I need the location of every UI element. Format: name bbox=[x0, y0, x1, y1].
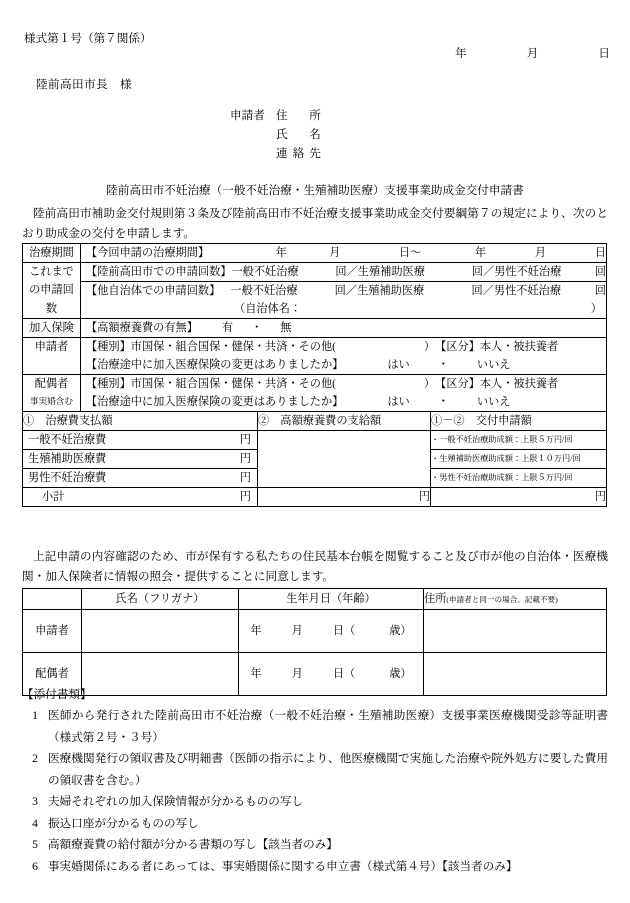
city-count-male: 男性不妊治療 bbox=[494, 265, 562, 278]
treatment-period-bracket: 【今回申請の治療期間】 bbox=[86, 246, 210, 259]
fee-general-cell[interactable] bbox=[23, 431, 258, 450]
applicant-info-block bbox=[230, 106, 326, 163]
table-row-city-count bbox=[23, 263, 607, 282]
table-row-municipality-name bbox=[23, 300, 607, 319]
fee-male-name: 男性不妊治療費 bbox=[28, 471, 107, 484]
applicant-change-sep: ・ bbox=[437, 358, 449, 371]
person-header-dob: 生年月日（年齢） bbox=[239, 589, 424, 610]
person-row-label-spouse: 配偶者 bbox=[23, 653, 82, 696]
consent-paragraph: 上記申請の内容確認のため、市が保有する私たちの住民基本台帳を閲覧すること及び市が他の自治体・医療機関・加入保険者に情報の照会・提供することに同意します。 bbox=[22, 550, 608, 583]
application-details-table bbox=[22, 243, 607, 507]
fee-col1-header: ① 治療費支払額 bbox=[23, 412, 258, 431]
other-count-bracket: 【他自治体での申請回数】 bbox=[86, 284, 221, 297]
subtotal-col1-cell[interactable] bbox=[23, 488, 258, 507]
applicant-label-spacer bbox=[230, 125, 276, 144]
table-row-fee-header bbox=[23, 412, 607, 431]
period-day-1: 日～ bbox=[398, 246, 422, 259]
past-counts-label-line3: 数 bbox=[23, 300, 81, 319]
dob-age-applicant: 歳） bbox=[389, 624, 412, 637]
date-year-label: 年 bbox=[455, 47, 467, 60]
period-month-2: 月 bbox=[534, 246, 547, 259]
applicant-div-options[interactable]: 本人・被扶養者 bbox=[479, 340, 559, 353]
applicant-contact-row bbox=[230, 144, 326, 163]
applicant-name-row bbox=[230, 125, 326, 144]
spouse-ins-label-sub: 事実婚含む bbox=[23, 393, 81, 412]
subtotal-label: 小計 bbox=[42, 490, 65, 503]
table-row-other-count bbox=[23, 282, 607, 301]
list-item bbox=[22, 813, 608, 835]
city-count-fields bbox=[81, 266, 606, 279]
fee-male-unit: 円 bbox=[239, 471, 251, 484]
attachments-list bbox=[22, 705, 608, 877]
fee-male-line bbox=[23, 472, 257, 485]
person-name-spouse[interactable] bbox=[82, 653, 239, 696]
applicant-change-no[interactable]: いいえ bbox=[476, 358, 511, 371]
attachment-number: 2 bbox=[32, 752, 38, 765]
spouse-change-bracket: 【治療途中に加入医療保険の変更はありましたか】 bbox=[86, 395, 344, 408]
applicant-kind-cell[interactable] bbox=[81, 338, 607, 357]
person-row-label-applicant: 申請者 bbox=[23, 610, 82, 653]
other-count-fields bbox=[81, 285, 606, 298]
dob-day-spouse: 日（ bbox=[332, 667, 356, 680]
other-count-general: 一般不妊治療 bbox=[230, 284, 298, 297]
spouse-change-yes[interactable]: はい bbox=[387, 395, 410, 408]
list-item bbox=[22, 705, 608, 748]
insurance-fields bbox=[81, 322, 606, 335]
person-table-row-spouse bbox=[23, 653, 607, 696]
person-header-address-note: (申請者と同一の場合、記載不要) bbox=[446, 594, 558, 604]
table-row-spouse-kind bbox=[23, 375, 607, 394]
applicant-label-spacer-2 bbox=[230, 144, 276, 163]
applicant-address-row bbox=[230, 106, 326, 125]
table-row-spouse-change bbox=[23, 393, 607, 412]
attachment-number: 6 bbox=[32, 859, 38, 873]
person-header-blank bbox=[23, 589, 82, 610]
applicant-kind-fields bbox=[81, 341, 606, 354]
intro-paragraph: 陸前高田市補助金交付規則第３条及び陸前高田市不妊治療支援事業助成金交付要綱第７の規定により、次のとおり助成金の交付を申請します。 bbox=[22, 207, 608, 240]
attachment-number: 3 bbox=[32, 795, 38, 808]
period-year-2: 年 bbox=[474, 246, 487, 259]
list-item bbox=[22, 748, 608, 791]
spouse-div-bracket: 【区分】 bbox=[435, 377, 480, 390]
spouse-kind-options[interactable]: 市国保・組合国保・健保・共済・その他( bbox=[130, 377, 336, 390]
document-title: 陸前高田市不妊治療（一般不妊治療・生殖補助医療）支援事業助成金交付申請書 bbox=[106, 184, 524, 197]
applicant-change-yes[interactable]: はい bbox=[387, 358, 410, 371]
spouse-div-options[interactable]: 本人・被扶養者 bbox=[479, 377, 559, 390]
person-header-name: 氏名（フリガナ） bbox=[82, 589, 239, 610]
other-count-kai-2: 回／ bbox=[471, 284, 494, 297]
person-address-applicant[interactable] bbox=[424, 610, 607, 653]
municipality-name-cell[interactable] bbox=[81, 300, 607, 319]
dob-fields-applicant bbox=[239, 625, 423, 638]
table-row-treatment-period bbox=[23, 244, 607, 263]
applicant-div-bracket: 【区分】 bbox=[435, 340, 480, 353]
address-label: 住 所 bbox=[276, 109, 326, 122]
applicant-ins-label-spacer bbox=[23, 356, 81, 375]
dob-year-applicant: 年 bbox=[250, 624, 262, 637]
date-day-label: 日 bbox=[598, 47, 610, 60]
contact-label: 連絡先 bbox=[276, 147, 326, 160]
attachment-text: 振込口座が分かるものの写し bbox=[48, 816, 199, 830]
applicant-kind-bracket: 【種別】 bbox=[86, 340, 131, 353]
attachment-text: 事実婚関係にある者にあっては、事実婚関係に関する申立書（様式第４号）【該当者のみ】 bbox=[48, 859, 518, 873]
city-count-general: 一般不妊治療 bbox=[231, 265, 299, 278]
other-count-male: 男性不妊治療 bbox=[493, 284, 562, 297]
city-count-art: 生殖補助医療 bbox=[357, 265, 425, 278]
list-item bbox=[22, 791, 608, 813]
municipality-name-close: ） bbox=[590, 302, 602, 315]
attachment-text: 夫婦それぞれの加入保険情報が分かるものの写し bbox=[48, 795, 304, 808]
fee-col2-header: ② 高額療養費の支給額 bbox=[258, 412, 431, 431]
subtotal-col2-cell[interactable] bbox=[258, 488, 431, 507]
attachment-text: 高額療養費の給付額が分かる書類の写し【該当者のみ】 bbox=[48, 838, 338, 851]
period-year-1: 年 bbox=[275, 246, 287, 259]
person-address-spouse[interactable] bbox=[424, 653, 607, 696]
city-count-bracket: 【陸前高田市での申請回数】 bbox=[86, 265, 232, 278]
date-month-label: 月 bbox=[526, 47, 539, 60]
insurance-cell[interactable] bbox=[81, 319, 607, 338]
attachment-text: 医師から発行された陸前高田市不妊治療（一般不妊治療・生殖補助医療）支援事業医療機関受診等証明書（様式第２号・３号） bbox=[48, 709, 608, 744]
spouse-kind-cell[interactable] bbox=[81, 375, 607, 394]
fee-general-line bbox=[23, 434, 257, 447]
dob-age-spouse: 歳） bbox=[389, 667, 412, 680]
insurance-option-yes[interactable]: 有 bbox=[221, 321, 234, 334]
dob-month-applicant: 月 bbox=[291, 624, 303, 637]
spouse-change-no[interactable]: いいえ bbox=[476, 395, 511, 408]
person-table-header-row bbox=[23, 589, 607, 610]
list-item bbox=[22, 856, 608, 878]
fee-art-name: 生殖補助医療費 bbox=[28, 452, 107, 465]
table-row-fee-subtotal bbox=[23, 488, 607, 507]
subtotal-unit-2: 円 bbox=[418, 490, 430, 503]
applicant-change-bracket: 【治療途中に加入医療保険の変更はありましたか】 bbox=[86, 358, 344, 371]
person-dob-applicant[interactable] bbox=[239, 610, 424, 653]
fee-general-unit: 円 bbox=[239, 433, 251, 446]
fee-note-general: ・一般不妊治療助成額：上限５万円/回 bbox=[431, 431, 607, 450]
dob-year-spouse: 年 bbox=[250, 667, 262, 680]
kogaku-amount-cell[interactable] bbox=[258, 431, 431, 488]
applicant-ins-label: 申請者 bbox=[23, 338, 81, 357]
city-count-cell[interactable] bbox=[81, 263, 607, 282]
table-row-insurance bbox=[23, 319, 607, 338]
subtotal-col3-cell[interactable] bbox=[431, 488, 607, 507]
city-count-kai-3: 回 bbox=[594, 265, 606, 278]
treatment-period-label: 治療期間 bbox=[23, 244, 81, 263]
other-count-art: 生殖補助医療 bbox=[357, 284, 425, 297]
person-name-applicant[interactable] bbox=[82, 610, 239, 653]
date-entry-line bbox=[455, 45, 610, 61]
fee-art-line bbox=[23, 453, 257, 466]
person-header-address-main: 住所 bbox=[424, 592, 447, 605]
person-header-address bbox=[424, 589, 607, 610]
spouse-ins-label: 配偶者 bbox=[23, 375, 81, 394]
fee-note-art: ・生殖補助医療助成額：上限１０万円/回 bbox=[431, 450, 607, 469]
insurance-option-no[interactable]: 無 bbox=[280, 321, 292, 334]
applicant-kind-options[interactable]: 市国保・組合国保・健保・共済・その他( bbox=[130, 340, 336, 353]
spouse-change-cell[interactable] bbox=[81, 393, 607, 412]
applicant-label: 申請者 bbox=[230, 109, 265, 122]
fee-art-cell[interactable] bbox=[23, 450, 258, 469]
table-row-applicant-change bbox=[23, 356, 607, 375]
subtotal-unit-1: 円 bbox=[239, 490, 251, 503]
list-item bbox=[22, 834, 608, 856]
insurance-separator: ・ bbox=[251, 321, 263, 334]
spouse-kind-fields bbox=[81, 378, 606, 391]
fee-male-cell[interactable] bbox=[23, 469, 258, 488]
city-count-kai-2: 回／ bbox=[471, 265, 495, 278]
attachment-number: 4 bbox=[32, 816, 38, 830]
attachment-text: 医療機関発行の領収書及び明細書（医師の指示により、他医療機関で実施した治療や院外処方に要した費用の領収書を含む。） bbox=[48, 752, 608, 787]
fee-note-male: ・男性不妊治療助成額：上限５万円/回 bbox=[431, 469, 607, 488]
name-label: 氏 名 bbox=[276, 128, 326, 141]
municipality-name-label: （自治体名： bbox=[234, 302, 302, 315]
other-count-kai-1: 回／ bbox=[334, 284, 358, 297]
period-month-1: 月 bbox=[329, 246, 341, 259]
applicant-change-cell[interactable] bbox=[81, 356, 607, 375]
other-count-cell[interactable] bbox=[81, 282, 607, 301]
applicant-change-fields bbox=[81, 359, 606, 372]
period-day-2: 日 bbox=[594, 246, 606, 259]
dob-day-applicant: 日（ bbox=[332, 624, 356, 637]
table-row-fee-general bbox=[23, 431, 607, 450]
form-number: 様式第１号（第７関係） bbox=[24, 32, 152, 45]
spouse-change-fields bbox=[81, 396, 606, 409]
city-count-kai-1: 回／ bbox=[335, 265, 358, 278]
past-counts-label-line2: の申請回 bbox=[23, 282, 81, 301]
table-row-applicant-kind bbox=[23, 338, 607, 357]
fee-general-name: 一般不妊治療費 bbox=[28, 433, 107, 446]
other-count-kai-3: 回 bbox=[594, 284, 606, 297]
person-dob-spouse[interactable] bbox=[239, 653, 424, 696]
spouse-kind-bracket: 【種別】 bbox=[86, 377, 131, 390]
person-table-row-applicant bbox=[23, 610, 607, 653]
insurance-label: 加入保険 bbox=[23, 319, 81, 338]
municipality-name-fields bbox=[81, 303, 606, 316]
applicant-kind-close: ） bbox=[423, 340, 436, 353]
fee-col3-header: ①－② 交付申請額 bbox=[431, 412, 607, 431]
fee-art-unit: 円 bbox=[239, 452, 251, 465]
insurance-bracket: 【高額療養費の有無】 bbox=[86, 321, 198, 334]
addressee: 陸前高田市長 様 bbox=[36, 78, 132, 91]
attachment-number: 1 bbox=[32, 709, 38, 722]
past-counts-label-line1: これまで bbox=[23, 263, 81, 282]
attachment-number: 5 bbox=[32, 838, 38, 851]
subtotal-unit-3: 円 bbox=[594, 490, 606, 503]
spouse-change-sep: ・ bbox=[437, 395, 449, 408]
spouse-kind-close: ） bbox=[423, 377, 436, 390]
dob-month-spouse: 月 bbox=[291, 667, 303, 680]
attachments-heading: 【添付書類】 bbox=[22, 688, 92, 701]
treatment-period-fields bbox=[81, 247, 606, 260]
person-details-table bbox=[22, 588, 607, 696]
treatment-period-cell[interactable] bbox=[81, 244, 607, 263]
subtotal-col1-line bbox=[23, 491, 257, 504]
dob-fields-spouse bbox=[239, 668, 423, 681]
